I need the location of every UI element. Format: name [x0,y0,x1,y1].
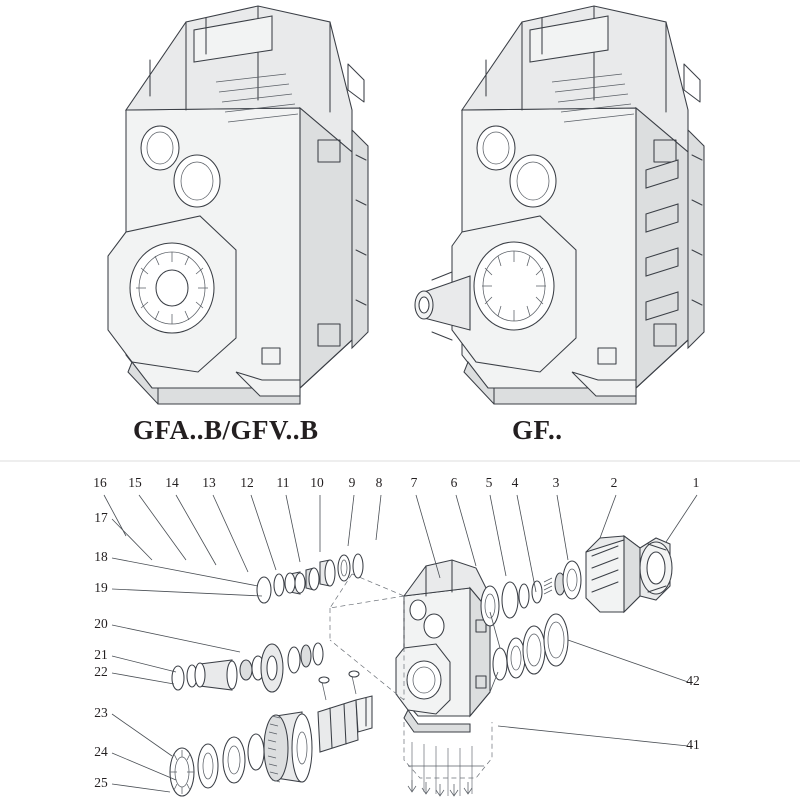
callout-number-12: 12 [240,475,254,490]
callout-number-18: 18 [94,549,108,564]
callout-number-42: 42 [686,673,700,688]
callout-number-10: 10 [310,475,324,490]
exploded-middle-left-parts [172,643,323,692]
caption-left-view: GFA..B/GFV..B [133,415,319,445]
caption-right-view: GF.. [512,415,563,445]
exploded-right-parts [481,536,672,692]
callout-number-21: 21 [94,647,108,662]
callout-number-23: 23 [94,705,108,720]
callout-number-41: 41 [686,737,700,752]
callout-number-9: 9 [348,475,356,490]
callout-number-2: 2 [610,475,618,490]
callout-number-6: 6 [450,475,458,490]
callout-number-25: 25 [94,775,108,790]
exploded-base-plate [404,722,492,796]
callout-number-19: 19 [94,580,108,595]
callout-number-7: 7 [410,475,418,490]
callout-number-4: 4 [511,475,519,490]
right-gearbox-view [415,6,704,404]
callout-number-5: 5 [485,475,493,490]
callout-number-8: 8 [375,475,383,490]
callout-number-24: 24 [94,744,108,759]
exploded-construction-lines [330,574,404,700]
exploded-assembly-view [104,495,697,796]
exploded-housing [396,560,490,732]
callout-number-17: 17 [94,510,108,525]
callout-number-20: 20 [94,616,108,631]
callout-number-3: 3 [552,475,560,490]
callout-number-13: 13 [202,475,216,490]
callout-number-1: 1 [692,475,700,490]
left-gearbox-view [108,6,368,404]
callout-number-11: 11 [276,475,290,490]
callout-number-16: 16 [93,475,107,490]
callout-number-14: 14 [165,475,179,490]
callout-number-15: 15 [128,475,142,490]
callout-number-22: 22 [94,664,108,679]
